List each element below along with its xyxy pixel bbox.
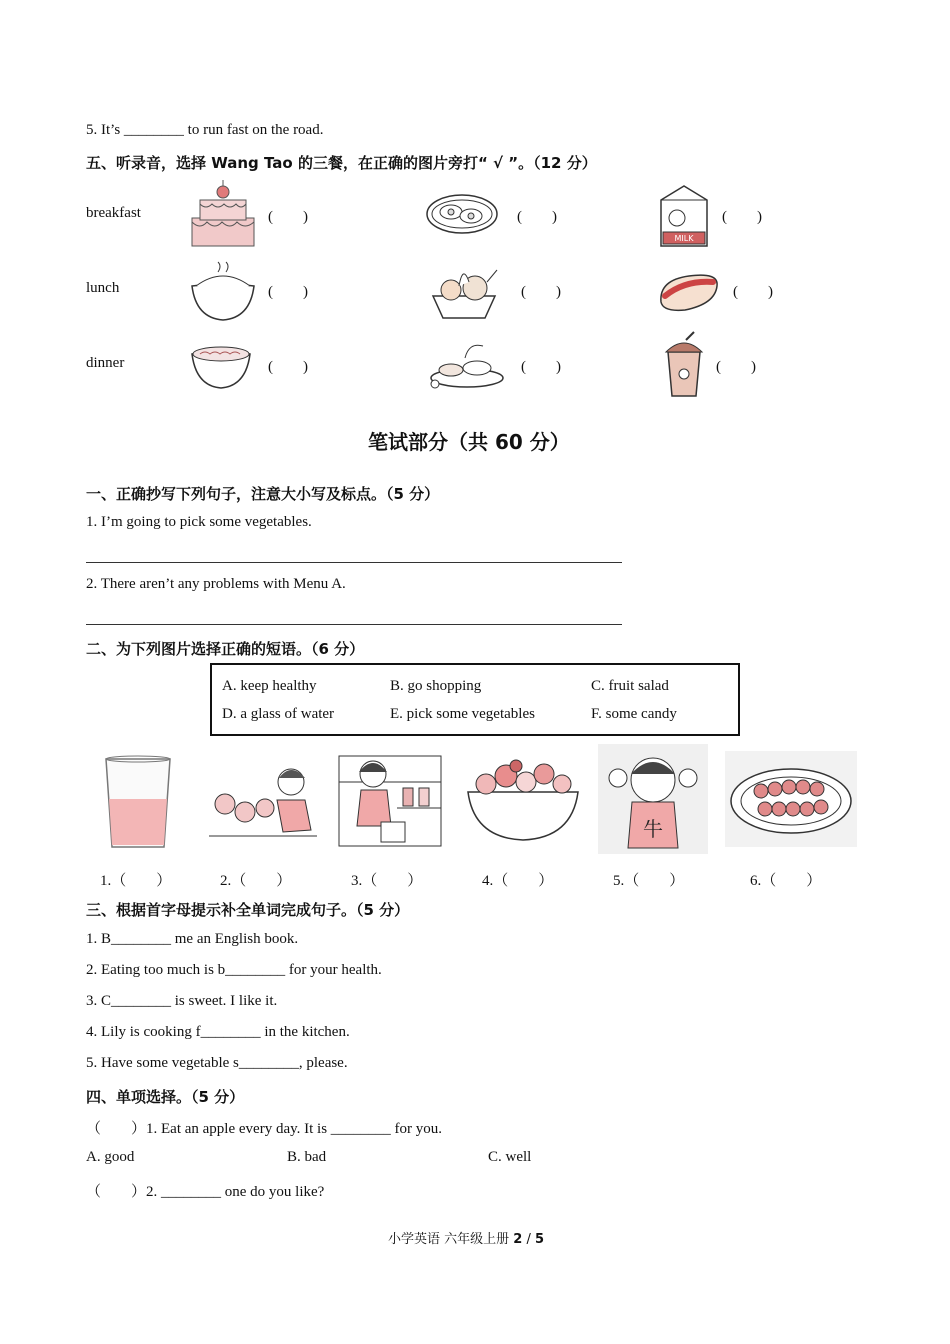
option-b: B. go shopping <box>390 678 482 694</box>
mark-lunch-3[interactable]: ( ) <box>733 284 773 300</box>
page-footer <box>388 1228 544 1247</box>
fill-item-4: 4. Lily is cooking f________ in the kitchen. <box>86 1024 350 1040</box>
fill-item-2: 2. Eating too much is b________ for your health. <box>86 962 382 978</box>
picture-answer-1[interactable]: 1.（ ） <box>100 873 172 889</box>
row-label-breakfast: breakfast <box>86 205 141 221</box>
picture-answer-4[interactable]: 4.（ ） <box>482 873 554 889</box>
picture-answer-3[interactable]: 3.（ ） <box>351 873 423 889</box>
mark-lunch-2[interactable]: ( ) <box>521 284 561 300</box>
rice-bowl-icon <box>188 258 258 324</box>
section2-heading: 二、为下列图片选择正确的短语。（6 分） <box>86 640 365 658</box>
mark-dinner-3[interactable]: ( ) <box>716 359 756 375</box>
footer-total: 5 <box>535 1232 545 1247</box>
footer-page: 2 <box>513 1232 523 1247</box>
hot-dog-icon <box>655 264 723 316</box>
option-e: E. pick some vegetables <box>390 706 535 722</box>
cake-icon <box>186 178 260 250</box>
fill-item-3: 3. C________ is sweet. I like it. <box>86 993 278 1009</box>
mark-lunch-1[interactable]: ( ) <box>268 284 308 300</box>
section4-heading: 四、单项选择。（5 分） <box>86 1088 245 1106</box>
choice-question-2: （ ）2. ________ one do you like? <box>86 1184 325 1200</box>
milk-label: MILK <box>674 234 694 243</box>
vegetable-basket-icon <box>427 262 501 320</box>
choice-question-1: （ ）1. Eat an apple every day. It is ________ for you. <box>86 1121 443 1137</box>
mark-breakfast-1[interactable]: ( ) <box>268 209 308 225</box>
option-d: D. a glass of water <box>222 706 335 722</box>
picture-answer-6[interactable]: 6.（ ） <box>750 873 822 889</box>
answer-line-1[interactable] <box>86 562 622 563</box>
picture-answer-2[interactable]: 2.（ ） <box>220 873 292 889</box>
girl-picking-vegetables-icon <box>205 760 321 844</box>
option-a: A. keep healthy <box>222 678 317 694</box>
mark-dinner-1[interactable]: ( ) <box>268 359 308 375</box>
written-part-title: 笔试部分（共 60 分） <box>368 430 570 454</box>
section1-heading: 一、正确抄写下列句子，注意大小写及标点。（5 分） <box>86 485 440 503</box>
fruit-plate-icon <box>425 336 505 392</box>
choice-1-option-a[interactable]: A. good <box>86 1149 135 1165</box>
fruit-salad-icon <box>464 752 582 844</box>
noodle-bowl-icon <box>188 338 254 392</box>
option-c: C. fruit salad <box>591 678 669 694</box>
copy-sentence-2: 2. There aren’t any problems with Menu A. <box>86 576 346 592</box>
option-f: F. some candy <box>591 706 677 722</box>
footer-subject: 小学英语 六年级上册 <box>388 1232 510 1247</box>
mark-breakfast-2[interactable]: ( ) <box>517 209 557 225</box>
choice-1-option-c[interactable]: C. well <box>488 1149 532 1165</box>
mark-dinner-2[interactable]: ( ) <box>521 359 561 375</box>
footer-separator: / <box>526 1232 531 1247</box>
fried-eggs-icon <box>425 190 499 236</box>
milk-carton-icon <box>655 180 713 250</box>
options-box <box>210 663 740 736</box>
mark-breakfast-3[interactable]: ( ) <box>722 209 762 225</box>
glass-of-water-icon <box>100 755 176 851</box>
fill-item-1: 1. B________ me an English book. <box>86 931 299 947</box>
copy-sentence-1: 1. I’m going to pick some vegetables. <box>86 514 312 530</box>
drink-cup-icon <box>660 330 708 400</box>
listening-heading: 五、听录音，选择 Wang Tao 的三餐，在正确的图片旁打“ √ ”。（12 分） <box>86 154 597 172</box>
shirt-character: 牛 <box>643 817 663 841</box>
picture-answer-5[interactable]: 5.（ ） <box>613 873 685 889</box>
strong-boy-icon <box>598 744 708 854</box>
girl-shopping-icon <box>337 752 443 848</box>
fill-item-5: 5. Have some vegetable s________, please. <box>86 1055 348 1071</box>
prev-question: 5. It’s ________ to run fast on the road. <box>86 122 324 138</box>
kebab-plate-icon <box>725 751 857 847</box>
choice-1-option-b[interactable]: B. bad <box>287 1149 327 1165</box>
row-label-dinner: dinner <box>86 355 125 371</box>
row-label-lunch: lunch <box>86 280 120 296</box>
section3-heading: 三、根据首字母提示补全单词完成句子。（5 分） <box>86 901 410 919</box>
answer-line-2[interactable] <box>86 624 622 625</box>
